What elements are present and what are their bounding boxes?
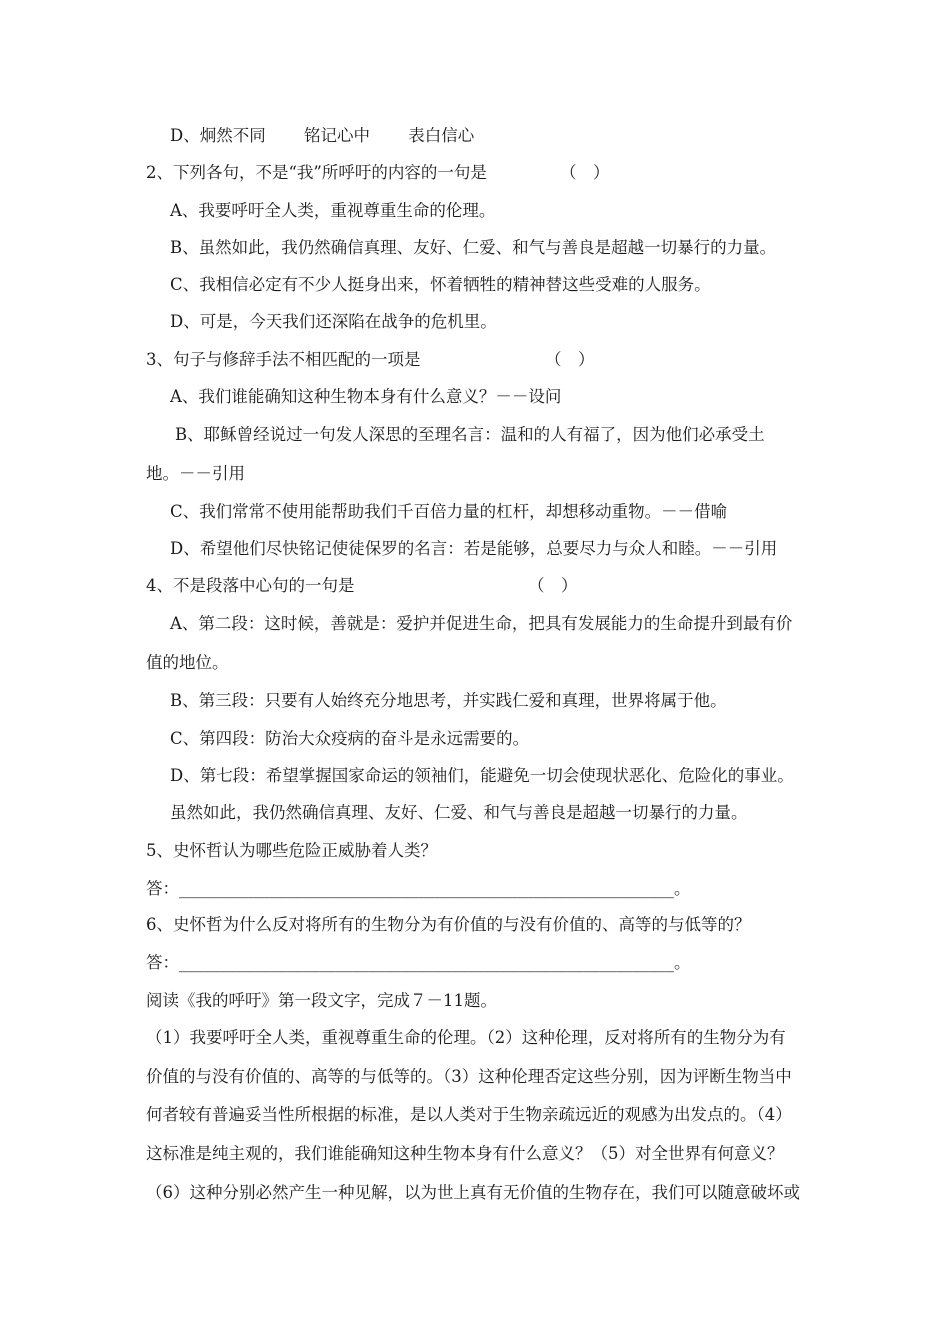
answer-blank-q4: （ ）: [528, 576, 578, 595]
question-4: 4、不是段落中心句的一句是: [146, 576, 355, 595]
answer-line-q6: 答：____________________________________________________________。: [146, 953, 691, 972]
question-6: 6、史怀哲为什么反对将所有的生物分为有价值的与没有价值的、高等的与低等的？: [146, 915, 751, 934]
answer-line-q5: 答：____________________________________________________________。: [146, 879, 691, 898]
option-d-q1: D、炯然不同 铭记心中 表白信心: [170, 126, 475, 145]
option-b-q4: B、第三段：只要有人始终充分地思考，并实践仁爱和真理，世界将属于他。: [170, 691, 727, 710]
option-d-q2: D、可是，今天我们还深陷在战争的危机里。: [170, 312, 497, 331]
question-5: 5、史怀哲认为哪些危险正威胁着人类？: [146, 841, 437, 860]
option-a-q4: A、第二段：这时候，善就是：爱护并促进生命，把具有发展能力的生命提升到最有价: [170, 614, 793, 633]
option-c-q3: C、我们常常不使用能帮助我们千百倍力量的杠杆，却想移动重物。－－借喻: [170, 502, 728, 521]
passage-line-2: 价值的与没有价值的、高等的与低等的。（3）这种伦理否定这些分别，因为评断生物当中: [146, 1067, 792, 1086]
passage-line-5: （6）这种分别必然产生一种见解，以为世上真有无价值的生物存在，我们可以随意破坏或: [146, 1183, 800, 1202]
passage-line-1: （1）我要呼吁全人类，重视尊重生命的伦理。（2）这种伦理，反对将所有的生物分为有: [146, 1028, 786, 1047]
option-c-q2: C、我相信必定有不少人挺身出来，怀着牺牲的精神替这些受难的人服务。: [170, 275, 711, 294]
question-2: 2、下列各句，不是“我”所呼吁的内容的一句是: [146, 163, 487, 182]
answer-blank-q2: （ ）: [560, 163, 610, 182]
answer-blank-q3: （ ）: [545, 350, 595, 369]
option-d-q3: D、希望他们尽快铭记使徒保罗的名言：若是能够，总要尽力与众人和睦。－－引用: [170, 539, 778, 558]
option-b-q2: B、虽然如此，我仍然确信真理、友好、仁爱、和气与善良是超越一切暴行的力量。: [170, 238, 777, 257]
option-d-q4: D、第七段：希望掌握国家命运的领袖们，能避免一切会使现状恶化、危险化的事业。: [170, 766, 794, 785]
reading-instruction: 阅读《我的呼吁》第一段文字，完成７－11题。: [146, 991, 497, 1010]
option-b-q3-continued: 地。－－引用: [146, 464, 245, 483]
option-a-q3: A、我们谁能确知这种生物本身有什么意义？－－设问: [170, 387, 562, 406]
passage-line-3: 何者较有普遍妥当性所根据的标准，是以人类对于生物亲疏远近的观感为出发点的。（4）: [146, 1105, 792, 1124]
option-c-q4: C、第四段：防治大众疫病的奋斗是永远需要的。: [170, 729, 530, 748]
extra-sentence: 虽然如此，我仍然确信真理、友好、仁爱、和气与善良是超越一切暴行的力量。: [170, 803, 748, 822]
passage-line-4: 这标准是纯主观的，我们谁能确知这种生物本身有什么意义？（5）对全世界有何意义？: [146, 1144, 784, 1163]
question-3: 3、句子与修辞手法不相匹配的一项是: [146, 350, 421, 369]
option-b-q3: B、耶稣曾经说过一句发人深思的至理名言：温和的人有福了，因为他们必承受土: [175, 425, 765, 444]
option-a-q2: A、我要呼吁全人类，重视尊重生命的伦理。: [170, 201, 496, 220]
option-a-q4-continued: 值的地位。: [146, 653, 229, 672]
